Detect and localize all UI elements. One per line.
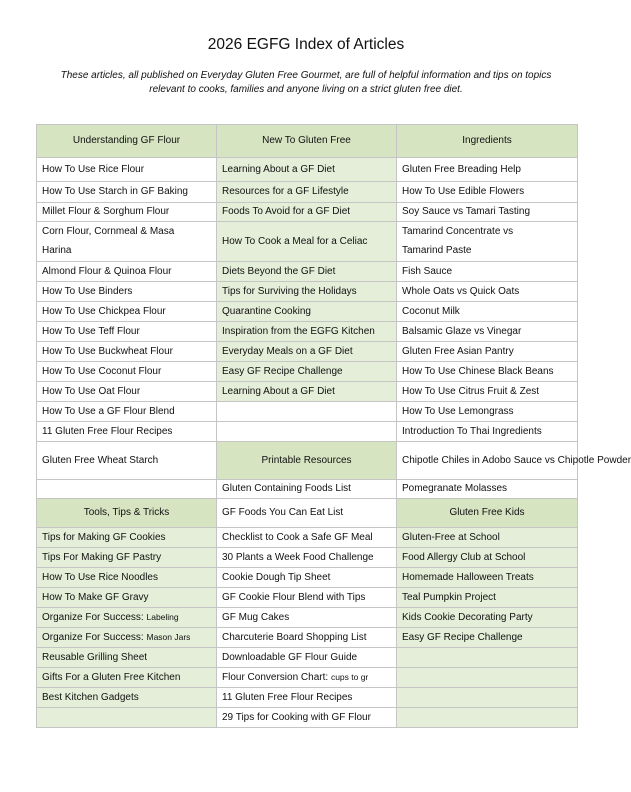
article-link[interactable]: Gluten Containing Foods List bbox=[217, 480, 397, 499]
article-link[interactable]: Downloadable GF Flour Guide bbox=[217, 648, 397, 668]
table-row bbox=[37, 262, 578, 282]
header-gluten-free-kids: Gluten Free Kids bbox=[397, 499, 578, 528]
table-row bbox=[37, 608, 578, 628]
article-link[interactable]: Easy GF Recipe Challenge bbox=[217, 362, 397, 382]
article-link[interactable]: Reusable Grilling Sheet bbox=[37, 648, 217, 668]
article-link[interactable]: 30 Plants a Week Food Challenge bbox=[217, 548, 397, 568]
article-link[interactable]: How To Use Rice Noodles bbox=[37, 568, 217, 588]
table-row bbox=[37, 362, 578, 382]
table-row bbox=[37, 158, 578, 182]
article-link[interactable]: GF Cookie Flour Blend with Tips bbox=[217, 588, 397, 608]
article-link[interactable]: How To Use Rice Flour bbox=[37, 158, 217, 182]
table-row bbox=[37, 588, 578, 608]
article-link[interactable]: Quarantine Cooking bbox=[217, 302, 397, 322]
empty-cell bbox=[397, 648, 578, 668]
table-row bbox=[37, 342, 578, 362]
article-link[interactable]: Tips For Making GF Pastry bbox=[37, 548, 217, 568]
article-link[interactable] bbox=[217, 668, 397, 688]
article-link[interactable]: How To Use Binders bbox=[37, 282, 217, 302]
article-link[interactable]: How To Use Oat Flour bbox=[37, 382, 217, 402]
table-row bbox=[37, 182, 578, 203]
table-row bbox=[37, 282, 578, 302]
article-link[interactable]: Food Allergy Club at School bbox=[397, 548, 578, 568]
header-tools-tips-tricks: Tools, Tips & Tricks bbox=[37, 499, 217, 528]
article-link[interactable]: How To Use Chickpea Flour bbox=[37, 302, 217, 322]
table-row bbox=[37, 322, 578, 342]
article-link[interactable]: How To Use Buckwheat Flour bbox=[37, 342, 217, 362]
article-link-suffix: Labeling bbox=[146, 612, 179, 622]
article-link[interactable]: Cookie Dough Tip Sheet bbox=[217, 568, 397, 588]
header-printable-resources: Printable Resources bbox=[217, 442, 397, 480]
article-link[interactable]: Millet Flour & Sorghum Flour bbox=[37, 203, 217, 222]
empty-cell bbox=[217, 402, 397, 422]
article-link[interactable]: Gluten Free Wheat Starch bbox=[37, 442, 217, 480]
table-row bbox=[37, 222, 578, 262]
article-link[interactable]: Gluten-Free at School bbox=[397, 528, 578, 548]
article-link[interactable]: Inspiration from the EGFG Kitchen bbox=[217, 322, 397, 342]
table-row bbox=[37, 203, 578, 222]
table-row bbox=[37, 568, 578, 588]
article-link[interactable]: Homemade Halloween Treats bbox=[397, 568, 578, 588]
article-link[interactable]: Tips for Surviving the Holidays bbox=[217, 282, 397, 302]
empty-cell bbox=[397, 708, 578, 728]
article-link[interactable]: Foods To Avoid for a GF Diet bbox=[217, 203, 397, 222]
table-row bbox=[37, 402, 578, 422]
article-link-line-1: Corn Flour, Cornmeal & Masa bbox=[42, 226, 175, 237]
table-row bbox=[37, 548, 578, 568]
article-link[interactable]: Balsamic Glaze vs Vinegar bbox=[397, 322, 578, 342]
article-link[interactable]: Gifts For a Gluten Free Kitchen bbox=[37, 668, 217, 688]
table-row bbox=[37, 648, 578, 668]
article-link-suffix: cups to gr bbox=[330, 672, 369, 682]
article-link[interactable]: GF Foods You Can Eat List bbox=[217, 499, 397, 528]
header-ingredients: Ingredients bbox=[397, 125, 578, 158]
article-link[interactable]: GF Mug Cakes bbox=[217, 608, 397, 628]
table-row bbox=[37, 422, 578, 442]
table-row bbox=[37, 708, 578, 728]
article-link[interactable]: How To Use a GF Flour Blend bbox=[37, 402, 217, 422]
page-subtitle: These articles, all published on Everyday Gluten Free Gourmet, are full of helpful information and tips on topics relevant to cooks, families and anyone living on a strict gluten free diet. bbox=[60, 70, 552, 95]
article-link[interactable] bbox=[37, 608, 217, 628]
article-link[interactable]: Diets Beyond the GF Diet bbox=[217, 262, 397, 282]
table-row bbox=[37, 628, 578, 648]
article-link[interactable]: Learning About a GF Diet bbox=[217, 158, 397, 182]
article-link[interactable] bbox=[397, 222, 578, 262]
page-title: 2026 EGFG Index of Articles bbox=[207, 36, 405, 53]
article-link[interactable]: Chipotle Chiles in Adobo Sauce vs Chipotle Powder bbox=[397, 442, 578, 480]
empty-cell bbox=[397, 688, 578, 708]
article-link[interactable]: Resources for a GF Lifestyle bbox=[217, 182, 397, 203]
article-link[interactable]: Soy Sauce vs Tamari Tasting bbox=[397, 203, 578, 222]
article-link[interactable]: Whole Oats vs Quick Oats bbox=[397, 282, 578, 302]
article-link[interactable]: How To Cook a Meal for a Celiac bbox=[217, 222, 397, 262]
article-link[interactable]: Almond Flour & Quinoa Flour bbox=[37, 262, 217, 282]
empty-cell bbox=[37, 708, 217, 728]
header-new-to-gluten-free: New To Gluten Free bbox=[217, 125, 397, 158]
article-link-line-2: Harina bbox=[42, 245, 72, 256]
table-row bbox=[37, 528, 578, 548]
empty-cell bbox=[37, 480, 217, 499]
article-link[interactable]: Learning About a GF Diet bbox=[217, 382, 397, 402]
article-link[interactable]: How To Use Edible Flowers bbox=[397, 182, 578, 203]
article-link[interactable]: Charcuterie Board Shopping List bbox=[217, 628, 397, 648]
article-link[interactable]: Gluten Free Asian Pantry bbox=[397, 342, 578, 362]
table-row bbox=[37, 688, 578, 708]
article-link[interactable]: Introduction To Thai Ingredients bbox=[397, 422, 578, 442]
empty-cell bbox=[397, 668, 578, 688]
article-link[interactable]: Coconut Milk bbox=[397, 302, 578, 322]
article-link-text: Flour Conversion Chart: bbox=[222, 672, 331, 683]
article-link[interactable]: 11 Gluten Free Flour Recipes bbox=[217, 688, 397, 708]
article-link[interactable]: How To Use Starch in GF Baking bbox=[37, 182, 217, 203]
table-row bbox=[37, 668, 578, 688]
article-link-text: Organize For Success: bbox=[42, 612, 147, 623]
article-link[interactable]: Checklist to Cook a Safe GF Meal bbox=[217, 528, 397, 548]
article-link[interactable] bbox=[37, 222, 217, 262]
table-row bbox=[37, 480, 578, 499]
articles-index-table bbox=[36, 124, 631, 728]
table-row bbox=[37, 442, 578, 480]
table-header-row bbox=[37, 125, 578, 158]
article-link-text: Organize For Success: bbox=[42, 632, 147, 643]
table-row bbox=[37, 499, 578, 528]
empty-cell bbox=[217, 422, 397, 442]
article-link[interactable]: Teal Pumpkin Project bbox=[397, 588, 578, 608]
article-link[interactable]: 11 Gluten Free Flour Recipes bbox=[37, 422, 217, 442]
article-link[interactable]: How To Use Citrus Fruit & Zest bbox=[397, 382, 578, 402]
table-row bbox=[37, 382, 578, 402]
article-link[interactable]: Pomegranate Molasses bbox=[397, 480, 578, 499]
article-link[interactable]: Easy GF Recipe Challenge bbox=[397, 628, 578, 648]
article-link[interactable]: Fish Sauce bbox=[397, 262, 578, 282]
article-link[interactable]: How To Use Chinese Black Beans bbox=[397, 362, 578, 382]
article-link[interactable]: Tips for Making GF Cookies bbox=[37, 528, 217, 548]
article-link[interactable]: How To Make GF Gravy bbox=[37, 588, 217, 608]
table-row bbox=[37, 302, 578, 322]
article-link[interactable]: How To Use Teff Flour bbox=[37, 322, 217, 342]
article-link[interactable]: 29 Tips for Cooking with GF Flour bbox=[217, 708, 397, 728]
article-link-line-1: Tamarind Concentrate vs bbox=[402, 226, 514, 237]
article-link[interactable]: How To Use Coconut Flour bbox=[37, 362, 217, 382]
article-link[interactable]: Best Kitchen Gadgets bbox=[37, 688, 217, 708]
article-link[interactable] bbox=[37, 628, 217, 648]
article-link-suffix: Mason Jars bbox=[146, 632, 191, 642]
article-link[interactable]: Gluten Free Breading Help bbox=[397, 158, 578, 182]
header-understanding-gf-flour: Understanding GF Flour bbox=[37, 125, 217, 158]
article-link-line-2: Tamarind Paste bbox=[402, 245, 472, 256]
article-link[interactable]: How To Use Lemongrass bbox=[397, 402, 578, 422]
article-link[interactable]: Everyday Meals on a GF Diet bbox=[217, 342, 397, 362]
article-link[interactable]: Kids Cookie Decorating Party bbox=[397, 608, 578, 628]
